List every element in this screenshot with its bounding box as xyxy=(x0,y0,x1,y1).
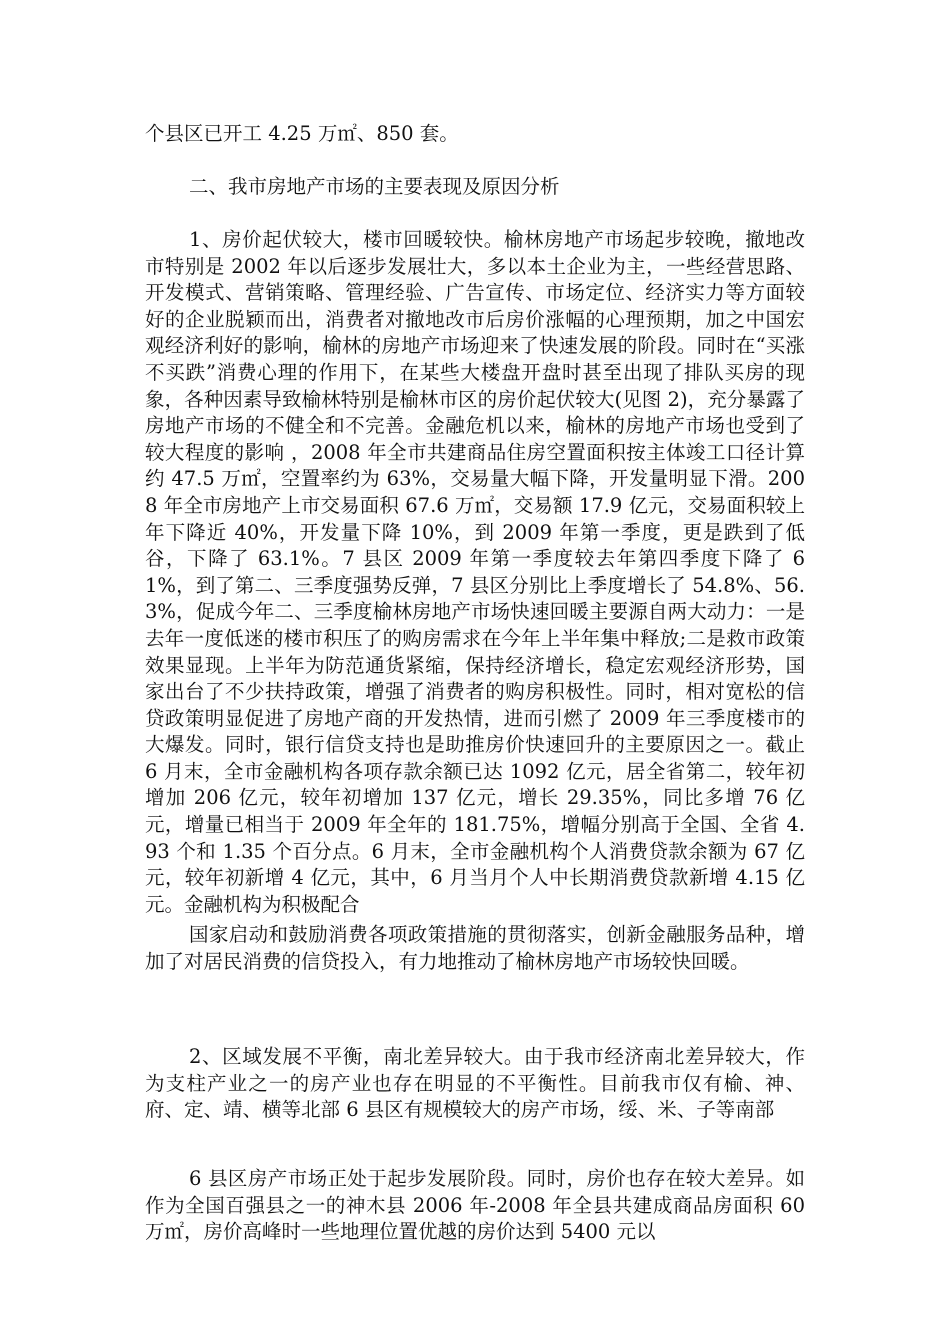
paragraph-finance-support: 国家启动和鼓励消费各项政策措施的贯彻落实，创新金融服务品种，增加了对居民消费的信贷投入，有力地推动了榆林房地产市场较快回暖。 xyxy=(145,923,805,973)
section-heading: 二、我市房地产市场的主要表现及原因分析 xyxy=(189,175,560,198)
paragraph-regional-imbalance: 2、区域发展不平衡，南北差异较大。由于我市经济南北差异较大，作为支柱产业之一的房产业也存在明显的不平衡性。目前我市仅有榆、神、府、定、靖、横等北部 6 县区有规模较大的房产市场，绥、米、子等南部 xyxy=(145,1045,805,1122)
paragraph-house-price: 1、房价起伏较大，楼市回暖较快。榆林房地产市场起步较晚，撤地改市特别是 2002 年以后逐步发展壮大，多以本土企业为主，一些经营思路、开发模式、营销策略、管理经验、广告宣传、市场定位、经济实力等方面较好的企业脱颖而出，消费者对撤地改市后房价涨幅的心理预期，加之中国宏观经济利好的影响，榆林的房地产市场迎来了快速发展的阶段。同时在“买涨不买跌”消费心理的作用下，在某些大楼盘开盘时甚至出现了排队买房的现象，各种因素导致榆林特别是榆林市区的房价起伏较大(见图 2)，充分暴露了房地产市场的不健全和不完善。金融危机以来，榆林的房地产市场也受到了较大程度的影响 ，2008 年全市共建商品住房空置面积按主体竣工口径计算约 47.5 万㎡，空置率约为 63%，交易量大幅下降，开发量明显下滑。2008 年全市房地产上市交易面积 67.6 万㎡，交易额 17.9 亿元，交易面积较上年下降近 40%，开发量下降 10%，到 2009 年第一季度，更是跌到了低谷，下降了 63.1%。7 县区 2009 年第一季度较去年第四季度下降了 61%，到了第二、三季度强势反弹，7 县区分别比上季度增长了 54.8%、56.3%，促成今年二、三季度榆林房地产市场快速回暖主要源自两大动力：一是去年一度低迷的楼市积压了的购房需求在今年上半年集中释放;二是救市政策效果显现。上半年为防范通货紧缩，保持经济增长，稳定宏观经济形势，国家出台了不少扶持政策，增强了消费者的购房积极性。同时，相对宽松的信贷政策明显促进了房地产商的开发热情，进而引燃了 2009 年三季度楼市的大爆发。同时，银行信贷支持也是助推房价快速回升的主要原因之一。截止 6 月末，全市金融机构各项存款余额已达 1092 亿元，居全省第二，较年初增加 206 亿元，较年初增加 137 亿元，增长 29.35%，同比多增 76 亿元，增量已相当于 2009 年全年的 181.75%，增幅分别高于全国、全省 4.93 个和 1.35 个百分点。6 月末，全市金融机构个人消费贷款余额为 67 亿元，较年初新增 4 亿元，其中，6 月当月个人中长期消费贷款新增 4.15 亿元。金融机构为积极配合 xyxy=(145,228,805,916)
paragraph-southern-counties: 6 县区房产市场正处于起步发展阶段。同时，房价也存在较大差异。如作为全国百强县之一的神木县 2006 年-2008 年全县共建成商品房面积 60 万㎡，房价高峰时一些地理位置优越的房价达到 5400 元以 xyxy=(145,1167,805,1244)
paragraph-continuation: 个县区已开工 4.25 万㎡、850 套。 xyxy=(145,122,459,145)
